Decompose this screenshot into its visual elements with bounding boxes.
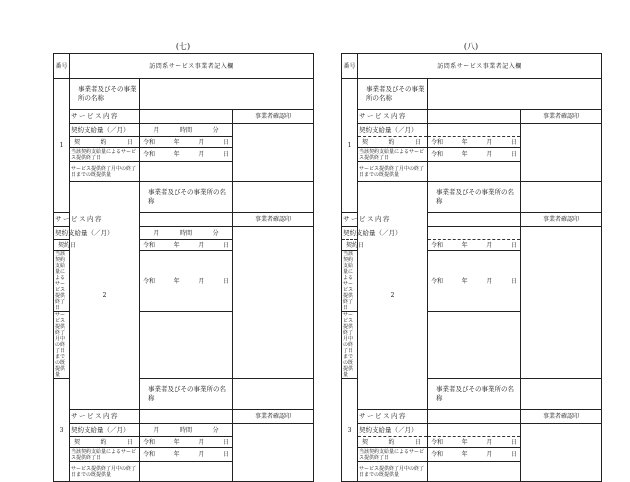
remaining-amount-label: サービス提供終了月中の終了日までの既提供量: [70, 462, 140, 482]
month-unit: 月: [486, 138, 493, 146]
end-date-label: 当該契約支給量によるサービス提供終了日: [54, 251, 70, 312]
month-unit: 月: [198, 438, 205, 446]
day-unit: 日: [510, 138, 517, 146]
amount-label: 契約支給量（／月）: [70, 424, 140, 437]
end-date-label: 当該契約支給量によるサービス提供終了日: [70, 148, 140, 162]
era-unit: 令和: [431, 277, 444, 285]
confirm-stamp-label: 事業者確認印: [233, 410, 314, 424]
service-field[interactable]: [428, 213, 521, 227]
year-unit: 年: [173, 151, 180, 158]
entry-number: 3: [342, 379, 358, 482]
confirm-stamp-label: 事業者確認印: [521, 110, 602, 124]
era-unit: 令和: [431, 438, 444, 446]
end-date-field[interactable]: [428, 251, 521, 312]
end-date-field[interactable]: [428, 148, 521, 162]
contract-date-field[interactable]: [140, 437, 233, 448]
year-unit: 年: [461, 138, 468, 146]
day-unit: 日: [222, 451, 229, 458]
remaining-amount-field[interactable]: [140, 312, 233, 379]
year-unit: 年: [173, 451, 180, 458]
year-unit: 年: [461, 241, 468, 249]
remaining-amount-field[interactable]: [428, 312, 521, 379]
remaining-amount-label: サービス提供終了月中の終了日までの既提供量: [54, 312, 70, 379]
year-unit: 年: [461, 277, 468, 285]
hours-unit: 時間: [179, 426, 192, 434]
end-date-field[interactable]: [140, 448, 233, 462]
year-unit: 年: [173, 241, 180, 249]
era-unit: 令和: [143, 151, 156, 158]
contract-date-field[interactable]: [428, 437, 521, 448]
day-unit: 日: [510, 241, 517, 249]
contract-date-field[interactable]: [428, 240, 521, 251]
era-unit: 令和: [143, 241, 156, 249]
day-unit: 日: [510, 438, 517, 446]
entry-number: 2: [358, 182, 428, 410]
provider-label: 事業者及びその事業所の名称: [428, 379, 521, 410]
era-unit: 令和: [143, 138, 156, 146]
end-date-label: 当該契約支給量によるサービス提供終了日: [358, 148, 428, 162]
page-number-label: (七): [175, 42, 191, 51]
month-unit: 月: [153, 229, 160, 237]
contract-date-label: 契約日: [358, 137, 428, 148]
remaining-amount-label: サービス提供終了月中の終了日までの既提供量: [358, 162, 428, 182]
entry-number: 1: [342, 79, 358, 213]
year-unit: 年: [461, 451, 468, 458]
service-record-table: [341, 53, 602, 482]
service-field[interactable]: [428, 110, 521, 124]
hours-unit: 時間: [179, 126, 192, 134]
day-unit: 日: [222, 241, 229, 249]
era-unit: 令和: [431, 151, 444, 158]
amount-label: 契約支給量（／月）: [342, 227, 358, 240]
number-header: 番号: [342, 54, 358, 79]
month-unit: 月: [198, 151, 205, 158]
era-unit: 令和: [143, 451, 156, 458]
remaining-amount-field[interactable]: [140, 162, 233, 182]
entry-number: 3: [54, 379, 70, 482]
service-record-table: [53, 53, 314, 482]
provider-name-field[interactable]: [140, 79, 314, 110]
end-date-field[interactable]: [140, 148, 233, 162]
confirm-stamp-box[interactable]: [521, 227, 602, 379]
year-unit: 年: [461, 438, 468, 446]
service-label: サービス内容: [342, 213, 358, 227]
day-unit: 日: [222, 151, 229, 158]
contract-date-label: 契約日: [342, 240, 358, 251]
service-field[interactable]: [140, 410, 233, 424]
number-header: 番号: [54, 54, 70, 79]
remaining-amount-field[interactable]: [140, 462, 233, 482]
page-number-label: (八): [463, 42, 479, 51]
day-unit: 日: [222, 277, 229, 285]
remaining-amount-field[interactable]: [428, 162, 521, 182]
day-unit: 日: [222, 138, 229, 146]
form-title: 訪問系サービス事業者記入欄: [358, 54, 602, 79]
minutes-unit: 分: [212, 426, 219, 434]
provider-label: 事業者及びその事業所の名称: [140, 379, 233, 410]
minutes-unit: 分: [212, 229, 219, 237]
amount-field[interactable]: [140, 124, 233, 137]
amount-field[interactable]: [140, 227, 233, 240]
month-unit: 月: [486, 277, 493, 285]
provider-name-field[interactable]: [521, 182, 602, 213]
provider-label: 事業者及びその事業所の名称: [140, 182, 233, 213]
year-unit: 年: [173, 138, 180, 146]
confirm-stamp-box[interactable]: [233, 124, 314, 182]
contract-date-label: 契約日: [70, 437, 140, 448]
amount-field[interactable]: [428, 124, 521, 137]
service-field[interactable]: [140, 213, 233, 227]
provider-name-field[interactable]: [521, 379, 602, 410]
month-unit: 月: [486, 438, 493, 446]
service-field[interactable]: [140, 110, 233, 124]
contract-date-label: 契約日: [54, 240, 70, 251]
month-unit: 月: [198, 138, 205, 146]
end-date-field[interactable]: [140, 251, 233, 312]
day-unit: 日: [510, 151, 517, 158]
month-unit: 月: [198, 451, 205, 458]
provider-label: 事業者及びその事業所の名称: [70, 79, 140, 110]
amount-label: 契約支給量（／月）: [358, 424, 428, 437]
confirm-stamp-label: 事業者確認印: [521, 213, 602, 227]
service-label: サービス内容: [70, 410, 140, 424]
remaining-amount-field[interactable]: [428, 462, 521, 482]
end-date-label: 当該契約支給量によるサービス提供終了日: [342, 251, 358, 312]
form-title: 訪問系サービス事業者記入欄: [70, 54, 314, 79]
year-unit: 年: [173, 438, 180, 446]
entry-number: 2: [70, 182, 140, 410]
era-unit: 令和: [431, 241, 444, 249]
contract-date-label: 契約日: [358, 437, 428, 448]
service-label: サービス内容: [54, 213, 70, 227]
provider-name-field[interactable]: [233, 379, 314, 410]
amount-field[interactable]: [140, 424, 233, 437]
entry-number: 1: [54, 79, 70, 213]
service-field[interactable]: [428, 410, 521, 424]
service-label: サービス内容: [358, 110, 428, 124]
month-unit: 月: [486, 451, 493, 458]
provider-label: 事業者及びその事業所の名称: [428, 182, 521, 213]
month-unit: 月: [198, 277, 205, 285]
contract-date-field[interactable]: [428, 137, 521, 148]
confirm-stamp-box[interactable]: [233, 227, 314, 379]
era-unit: 令和: [143, 438, 156, 446]
provider-name-field[interactable]: [428, 79, 602, 110]
month-unit: 月: [486, 151, 493, 158]
hours-unit: 時間: [179, 229, 192, 237]
contract-date-field[interactable]: [140, 137, 233, 148]
contract-date-field[interactable]: [140, 240, 233, 251]
day-unit: 日: [222, 438, 229, 446]
minutes-unit: 分: [212, 126, 219, 134]
end-date-label: 当該契約支給量によるサービス提供終了日: [358, 448, 428, 462]
era-unit: 令和: [431, 138, 444, 146]
day-unit: 日: [510, 451, 517, 458]
month-unit: 月: [198, 241, 205, 249]
confirm-stamp-box[interactable]: [233, 424, 314, 482]
remaining-amount-label: サービス提供終了月中の終了日までの既提供量: [70, 162, 140, 182]
confirm-stamp-label: 事業者確認印: [233, 110, 314, 124]
contract-date-label: 契約日: [70, 137, 140, 148]
year-unit: 年: [173, 277, 180, 285]
amount-label: 契約支給量（／月）: [54, 227, 70, 240]
end-date-field[interactable]: [428, 448, 521, 462]
year-unit: 年: [461, 151, 468, 158]
month-unit: 月: [486, 241, 493, 249]
month-unit: 月: [153, 126, 160, 134]
service-label: サービス内容: [70, 110, 140, 124]
era-unit: 令和: [143, 277, 156, 285]
month-unit: 月: [153, 426, 160, 434]
remaining-amount-label: サービス提供終了月中の終了日までの既提供量: [342, 312, 358, 379]
remaining-amount-label: サービス提供終了月中の終了日までの既提供量: [358, 462, 428, 482]
amount-field[interactable]: [428, 227, 521, 240]
service-label: サービス内容: [358, 410, 428, 424]
era-unit: 令和: [431, 451, 444, 458]
confirm-stamp-label: 事業者確認印: [233, 213, 314, 227]
end-date-label: 当該契約支給量によるサービス提供終了日: [70, 448, 140, 462]
confirm-stamp-label: 事業者確認印: [521, 410, 602, 424]
day-unit: 日: [510, 277, 517, 285]
confirm-stamp-box[interactable]: [521, 124, 602, 182]
provider-label: 事業者及びその事業所の名称: [358, 79, 428, 110]
confirm-stamp-box[interactable]: [521, 424, 602, 482]
provider-name-field[interactable]: [233, 182, 314, 213]
amount-label: 契約支給量（／月）: [358, 124, 428, 137]
amount-label: 契約支給量（／月）: [70, 124, 140, 137]
amount-field[interactable]: [428, 424, 521, 437]
